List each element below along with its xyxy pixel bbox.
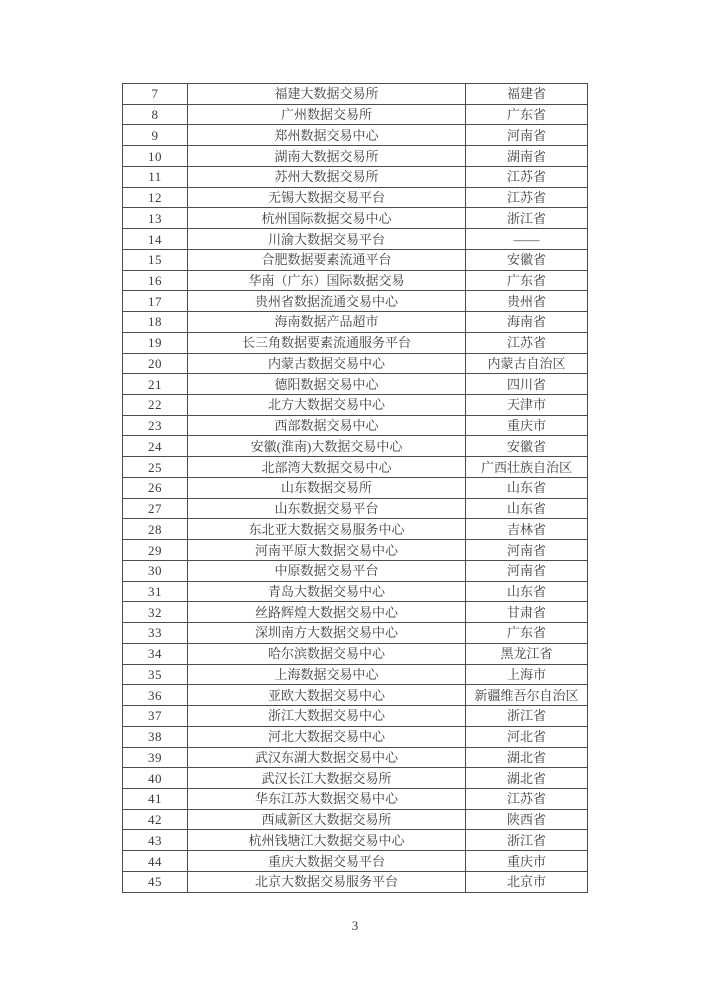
- row-index-cell: 28: [123, 519, 188, 540]
- table-row: [123, 229, 588, 250]
- row-name-cell: 杭州钱塘江大数据交易中心: [188, 830, 466, 851]
- row-index-cell: 21: [123, 374, 188, 395]
- row-province-cell: 广东省: [466, 104, 588, 125]
- row-name-cell: 苏州大数据交易所: [188, 166, 466, 187]
- row-index-cell: 19: [123, 332, 188, 353]
- row-index-cell: 38: [123, 726, 188, 747]
- row-index-cell: 10: [123, 146, 188, 167]
- row-name-cell: 北部湾大数据交易中心: [188, 457, 466, 478]
- page-number: 3: [351, 918, 359, 933]
- row-index-cell: 29: [123, 540, 188, 561]
- table-row: [123, 353, 588, 374]
- row-name-cell: 德阳数据交易中心: [188, 374, 466, 395]
- table-row: [123, 706, 588, 727]
- row-province-cell: 浙江省: [466, 208, 588, 229]
- row-index-cell: 13: [123, 208, 188, 229]
- row-index-cell: 42: [123, 809, 188, 830]
- row-name-cell: 海南数据产品超市: [188, 312, 466, 333]
- row-province-cell: 广东省: [466, 270, 588, 291]
- row-index-cell: 34: [123, 643, 188, 664]
- table-row: [123, 623, 588, 644]
- row-name-cell: 浙江大数据交易中心: [188, 706, 466, 727]
- row-name-cell: 杭州国际数据交易中心: [188, 208, 466, 229]
- row-name-cell: 青岛大数据交易中心: [188, 581, 466, 602]
- row-name-cell: 合肥数据要素流通平台: [188, 249, 466, 270]
- row-province-cell: 内蒙古自治区: [466, 353, 588, 374]
- table-row: [123, 457, 588, 478]
- table-row: [123, 643, 588, 664]
- row-name-cell: 福建大数据交易所: [188, 84, 466, 105]
- row-index-cell: 45: [123, 871, 188, 892]
- row-index-cell: 44: [123, 851, 188, 872]
- row-province-cell: 天津市: [466, 395, 588, 416]
- row-name-cell: 重庆大数据交易平台: [188, 851, 466, 872]
- row-province-cell: 贵州省: [466, 291, 588, 312]
- row-name-cell: 武汉东湖大数据交易中心: [188, 747, 466, 768]
- row-province-cell: 山东省: [466, 498, 588, 519]
- row-province-cell: 江苏省: [466, 187, 588, 208]
- row-index-cell: 14: [123, 229, 188, 250]
- row-province-cell: 江苏省: [466, 332, 588, 353]
- table-row: [123, 187, 588, 208]
- table-body: [123, 84, 588, 893]
- row-province-cell: 安徽省: [466, 249, 588, 270]
- row-name-cell: 深圳南方大数据交易中心: [188, 623, 466, 644]
- table-row: [123, 788, 588, 809]
- row-index-cell: 11: [123, 166, 188, 187]
- row-name-cell: 北方大数据交易中心: [188, 395, 466, 416]
- row-index-cell: 12: [123, 187, 188, 208]
- table-row: [123, 84, 588, 105]
- row-name-cell: 贵州省数据流通交易中心: [188, 291, 466, 312]
- table-row: [123, 146, 588, 167]
- row-name-cell: 内蒙古数据交易中心: [188, 353, 466, 374]
- row-name-cell: 北京大数据交易服务平台: [188, 871, 466, 892]
- table-row: [123, 830, 588, 851]
- row-index-cell: 43: [123, 830, 188, 851]
- row-province-cell: 山东省: [466, 477, 588, 498]
- table-row: [123, 436, 588, 457]
- row-index-cell: 39: [123, 747, 188, 768]
- row-province-cell: 浙江省: [466, 706, 588, 727]
- table-row: [123, 270, 588, 291]
- row-province-cell: 湖南省: [466, 146, 588, 167]
- row-province-cell: 福建省: [466, 84, 588, 105]
- row-name-cell: 广州数据交易所: [188, 104, 466, 125]
- row-index-cell: 30: [123, 560, 188, 581]
- row-name-cell: 湖南大数据交易所: [188, 146, 466, 167]
- data-exchanges-table: [122, 83, 588, 893]
- table-row: [123, 104, 588, 125]
- row-province-cell: 湖北省: [466, 768, 588, 789]
- row-index-cell: 16: [123, 270, 188, 291]
- row-name-cell: 华东江苏大数据交易中心: [188, 788, 466, 809]
- row-province-cell: 江苏省: [466, 788, 588, 809]
- row-name-cell: 无锡大数据交易平台: [188, 187, 466, 208]
- table-row: [123, 291, 588, 312]
- row-province-cell: 新疆维吾尔自治区: [466, 685, 588, 706]
- row-name-cell: 郑州数据交易中心: [188, 125, 466, 146]
- table-row: [123, 477, 588, 498]
- row-index-cell: 36: [123, 685, 188, 706]
- table-row: [123, 768, 588, 789]
- row-index-cell: 8: [123, 104, 188, 125]
- table-row: [123, 851, 588, 872]
- row-name-cell: 丝路辉煌大数据交易中心: [188, 602, 466, 623]
- row-name-cell: 安徽(淮南)大数据交易中心: [188, 436, 466, 457]
- row-name-cell: 山东数据交易所: [188, 477, 466, 498]
- table-row: [123, 125, 588, 146]
- row-province-cell: 甘肃省: [466, 602, 588, 623]
- table-row: [123, 208, 588, 229]
- row-province-cell: 北京市: [466, 871, 588, 892]
- row-province-cell: 广西壮族自治区: [466, 457, 588, 478]
- table-row: [123, 809, 588, 830]
- row-province-cell: 四川省: [466, 374, 588, 395]
- table-row: [123, 519, 588, 540]
- row-name-cell: 西咸新区大数据交易所: [188, 809, 466, 830]
- table-row: [123, 166, 588, 187]
- row-index-cell: 7: [123, 84, 188, 105]
- row-province-cell: 河北省: [466, 726, 588, 747]
- table-row: [123, 312, 588, 333]
- table-row: [123, 871, 588, 892]
- row-index-cell: 33: [123, 623, 188, 644]
- table-row: [123, 685, 588, 706]
- table-row: [123, 332, 588, 353]
- row-name-cell: 川渝大数据交易平台: [188, 229, 466, 250]
- row-index-cell: 26: [123, 477, 188, 498]
- row-province-cell: 浙江省: [466, 830, 588, 851]
- row-index-cell: 20: [123, 353, 188, 374]
- row-name-cell: 中原数据交易平台: [188, 560, 466, 581]
- row-province-cell: 吉林省: [466, 519, 588, 540]
- row-province-cell: ——: [466, 229, 588, 250]
- row-name-cell: 河南平原大数据交易中心: [188, 540, 466, 561]
- row-name-cell: 亚欧大数据交易中心: [188, 685, 466, 706]
- row-index-cell: 35: [123, 664, 188, 685]
- row-province-cell: 陕西省: [466, 809, 588, 830]
- row-index-cell: 18: [123, 312, 188, 333]
- row-index-cell: 9: [123, 125, 188, 146]
- row-index-cell: 25: [123, 457, 188, 478]
- table-row: [123, 560, 588, 581]
- table-row: [123, 602, 588, 623]
- row-name-cell: 上海数据交易中心: [188, 664, 466, 685]
- table-row: [123, 540, 588, 561]
- row-index-cell: 15: [123, 249, 188, 270]
- table-row: [123, 374, 588, 395]
- row-province-cell: 重庆市: [466, 851, 588, 872]
- row-province-cell: 黑龙江省: [466, 643, 588, 664]
- table-row: [123, 664, 588, 685]
- row-name-cell: 西部数据交易中心: [188, 415, 466, 436]
- row-province-cell: 安徽省: [466, 436, 588, 457]
- row-index-cell: 40: [123, 768, 188, 789]
- row-index-cell: 17: [123, 291, 188, 312]
- row-name-cell: 武汉长江大数据交易所: [188, 768, 466, 789]
- row-index-cell: 27: [123, 498, 188, 519]
- row-province-cell: 江苏省: [466, 166, 588, 187]
- row-index-cell: 41: [123, 788, 188, 809]
- row-name-cell: 华南（广东）国际数据交易: [188, 270, 466, 291]
- row-province-cell: 海南省: [466, 312, 588, 333]
- row-name-cell: 河北大数据交易中心: [188, 726, 466, 747]
- table-row: [123, 415, 588, 436]
- table-row: [123, 249, 588, 270]
- row-province-cell: 山东省: [466, 581, 588, 602]
- row-province-cell: 重庆市: [466, 415, 588, 436]
- row-name-cell: 山东数据交易平台: [188, 498, 466, 519]
- row-province-cell: 河南省: [466, 540, 588, 561]
- table-row: [123, 747, 588, 768]
- row-province-cell: 上海市: [466, 664, 588, 685]
- row-province-cell: 河南省: [466, 125, 588, 146]
- table-row: [123, 726, 588, 747]
- row-province-cell: 河南省: [466, 560, 588, 581]
- table-row: [123, 581, 588, 602]
- table-row: [123, 498, 588, 519]
- table-row: [123, 395, 588, 416]
- row-name-cell: 东北亚大数据交易服务中心: [188, 519, 466, 540]
- row-index-cell: 23: [123, 415, 188, 436]
- row-index-cell: 37: [123, 706, 188, 727]
- row-province-cell: 湖北省: [466, 747, 588, 768]
- row-index-cell: 24: [123, 436, 188, 457]
- row-name-cell: 长三角数据要素流通服务平台: [188, 332, 466, 353]
- row-index-cell: 22: [123, 395, 188, 416]
- row-name-cell: 哈尔滨数据交易中心: [188, 643, 466, 664]
- row-index-cell: 32: [123, 602, 188, 623]
- row-province-cell: 广东省: [466, 623, 588, 644]
- row-index-cell: 31: [123, 581, 188, 602]
